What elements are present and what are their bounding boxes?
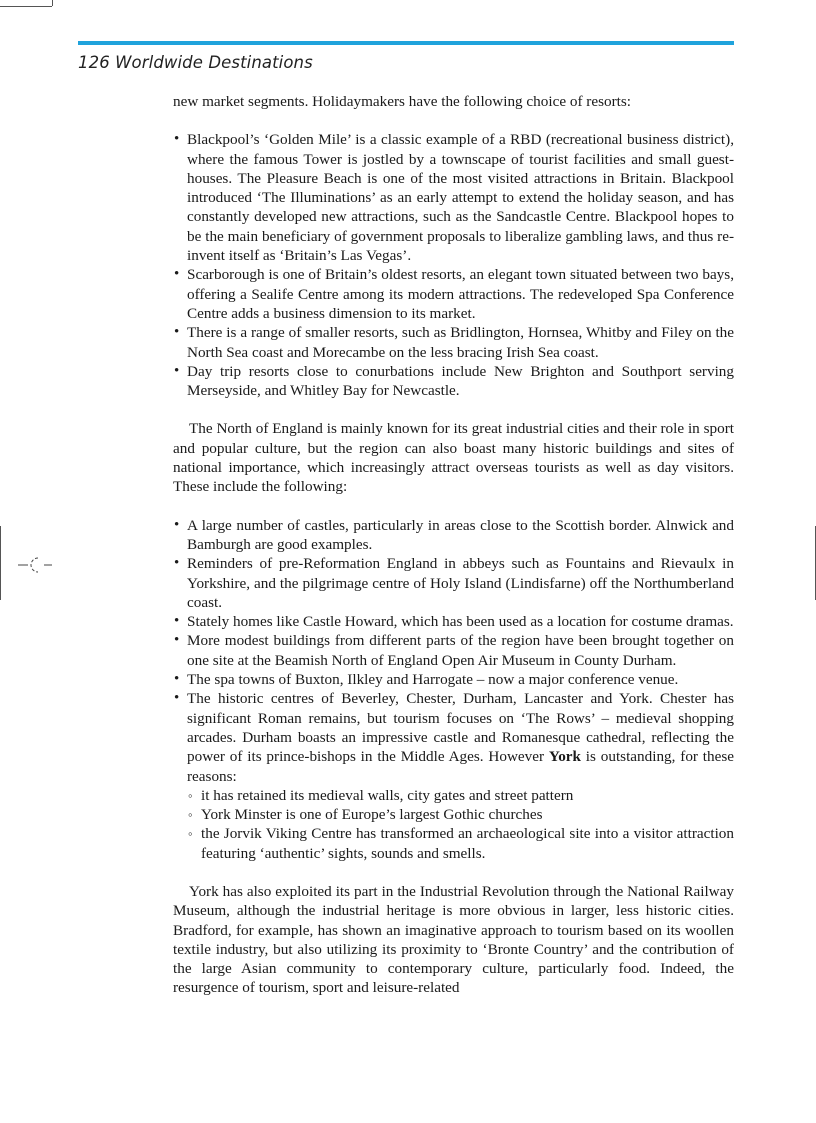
crop-mark-top-vertical <box>52 0 53 6</box>
sub-list-item: ◦ the Jorvik Viking Centre has transformed an archaeological site into a visitor attraction featuring ‘authentic’ sights, sounds and smells. <box>187 824 734 863</box>
list-item-historic-centres <box>173 689 734 863</box>
list-item: • Blackpool’s ‘Golden Mile’ is a classic example of a RBD (recreational business district), where the famous Tower is jostled by a townscape of tourist facilities and small guest-houses. The Pleasure Beach is one of the most visited attractions in Britain. Blackpool introduced ‘The Illuminations’ as an early attempt to extend the holiday season, and has constantly developed new attractions, such as the Sandcastle Centre. Blackpool hopes to be the main beneficiary of government proposals to liberalize gambling laws, and thus re-invent itself as ‘Britain’s Las Vegas’. <box>173 130 734 265</box>
north-paragraph: The North of England is mainly known for its great industrial cities and their role in sport and popular culture, but the region can also boast many historic buildings and sites of national importance, which increasingly attract overseas tourists as well as day visitors. These include the following: <box>173 420 734 496</box>
list-item: • More modest buildings from different parts of the region have been brought together on one site at the Beamish North of England Open Air Museum in County Durham. <box>173 631 734 670</box>
sub-list-item: ◦ it has retained its medieval walls, city gates and street pattern <box>187 786 734 805</box>
york-emphasis: York <box>548 748 581 766</box>
list-item: • There is a range of smaller resorts, such as Bridlington, Hornsea, Whitby and Filey on the North Sea coast and Morecambe on the less bracing Irish Sea coast. <box>173 323 734 362</box>
crop-mark-left-edge <box>0 526 1 600</box>
list-item: • Day trip resorts close to conurbations include New Brighton and Southport serving Merseyside, and Whitley Bay for Newcastle. <box>173 362 734 401</box>
historic-centres-text: The historic centres of Beverley, Chester, Durham, Lancaster and York. Chester has significant Roman remains, but tourism focuses on ‘The Rows’ – medieval shopping arcades. Durham boasts an impressive castle and Romanesque cathedral, reflecting the power of its prince-bishops in the Middle Ages. However <box>187 690 734 766</box>
crop-mark-top-horizontal <box>0 6 52 7</box>
running-head: 126 Worldwide Destinations <box>78 53 313 72</box>
list-item: • The spa towns of Buxton, Ilkley and Harrogate – now a major conference venue. <box>173 670 734 689</box>
final-paragraph: York has also exploited its part in the Industrial Revolution through the National Railway Museum, although the industrial heritage is more obvious in larger, less historic cities. Bradford, for example, has shown an imaginative approach to tourism based on its woollen textile industry, but also utilizing its proximity to ‘Bronte Country’ and the contribution of the large Asian community to contemporary culture, particularly food. Indeed, the resurgence of tourism, sport and leisure-related <box>173 882 734 997</box>
sub-list-item: ◦ York Minster is one of Europe’s largest Gothic churches <box>187 805 734 824</box>
york-reasons-list <box>187 786 734 863</box>
intro-paragraph: new market segments. Holidaymakers have the following choice of resorts: <box>173 93 632 110</box>
york-tail-text: is outstanding, for these reasons: <box>187 748 735 785</box>
list-item: • Reminders of pre-Reformation England in abbeys such as Fountains and Rievaulx in Yorkshire, and the pilgrimage centre of Holy Island (Lindisfarne) off the Northumberland coast. <box>173 554 734 612</box>
header-rule <box>78 41 734 45</box>
registration-mark-icon <box>18 553 54 577</box>
list-item: • Scarborough is one of Britain’s oldest resorts, an elegant town situated between two bays, offering a Sealife Centre among its modern attractions. The redeveloped Spa Conference Centre adds a business dimension to its market. <box>173 265 734 323</box>
resort-list <box>173 130 734 400</box>
list-item: • A large number of castles, particularly in areas close to the Scottish border. Alnwick and Bamburgh are good examples. <box>173 516 734 555</box>
body-text <box>173 92 734 998</box>
list-item: • Stately homes like Castle Howard, which has been used as a location for costume dramas. <box>173 612 734 631</box>
heritage-list <box>173 516 734 863</box>
